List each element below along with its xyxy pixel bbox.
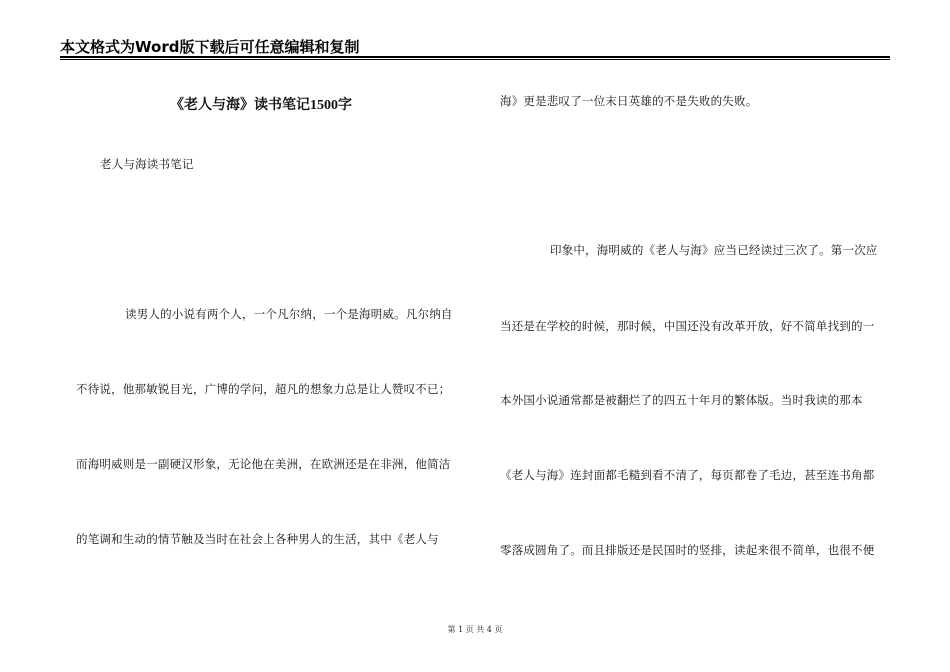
text-line: 不待说，他那敏锐目光，广博的学问，超凡的想象力总是让人赞叹不已； bbox=[76, 382, 451, 396]
text-line: 当还是在学校的时候，那时候，中国还没有改革开放，好不简单找到的一 bbox=[500, 319, 875, 333]
text-line: 读男人的小说有两个人，一个凡尔纳，一个是海明威。凡尔纳自 bbox=[125, 307, 453, 321]
header-rule-thin bbox=[60, 59, 890, 60]
right-column bbox=[496, 70, 896, 610]
document-title: 《老人与海》读书笔记1500字 bbox=[170, 98, 352, 113]
subtitle-line: 老人与海读书笔记 bbox=[100, 157, 194, 171]
text-line: 印象中，海明威的《老人与海》应当已经读过三次了。第一次应 bbox=[550, 243, 878, 257]
text-line: 本外国小说通常都是被翻烂了的四五十年月的繁体版。当时我读的那本 bbox=[500, 393, 863, 407]
header-rule bbox=[60, 56, 890, 58]
text-line: 海》更是悲叹了一位末日英雄的不是失败的失败。 bbox=[500, 94, 758, 108]
text-line: 《老人与海》连封面都毛糙到看不清了，每页都卷了毛边，甚至连书角都 bbox=[500, 468, 875, 482]
left-column bbox=[70, 70, 470, 610]
text-line: 而海明威则是一副硬汉形象，无论他在美洲，在欧洲还是在非洲，他简洁 bbox=[76, 457, 451, 471]
page-header: 本文格式为Word版下载后可任意编辑和复制 bbox=[60, 38, 360, 56]
text-line: 的笔调和生动的情节触及当时在社会上各种男人的生活，其中《老人与 bbox=[76, 532, 439, 546]
page-number: 第 1 页 共 4 页 bbox=[447, 625, 503, 634]
text-line: 零落成圆角了。而且排版还是民国时的竖排，读起来很不简单，也很不便 bbox=[500, 543, 875, 557]
